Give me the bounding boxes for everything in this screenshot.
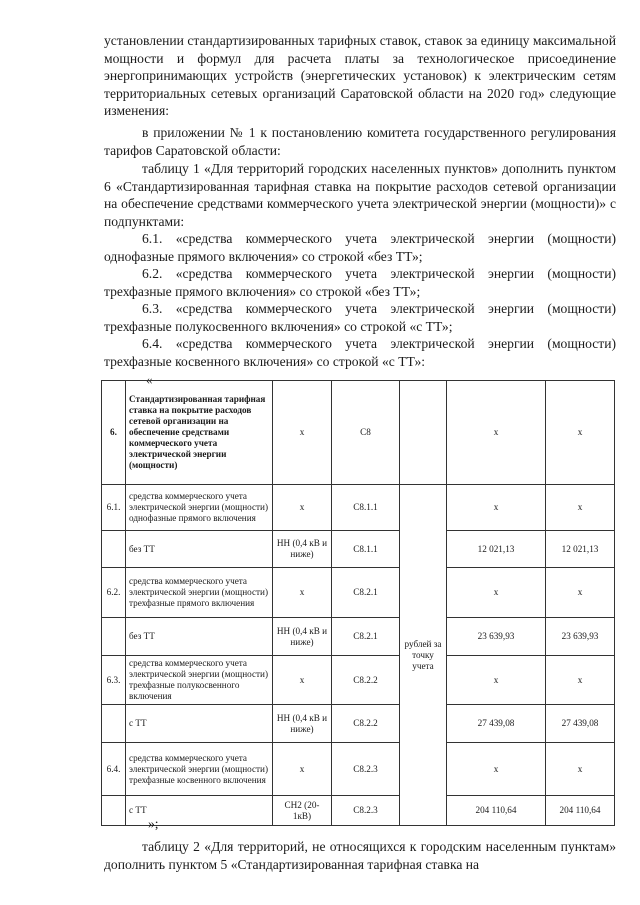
row-name: без ТТ	[126, 531, 273, 568]
rate-code: C8.2.2	[332, 656, 400, 705]
voltage-level: x	[273, 743, 332, 796]
row-name: без ТТ	[126, 618, 273, 656]
value-cell: x	[546, 568, 615, 618]
voltage-level: x	[273, 381, 332, 485]
value-cell: x	[546, 656, 615, 705]
voltage-level: x	[273, 568, 332, 618]
value-cell: 12 021,13	[546, 531, 615, 568]
row-name: средства коммерческого учета электрической энергии (мощности) однофазные прямого включения	[126, 485, 273, 531]
paragraph-6-1: 6.1. «средства коммерческого учета электрической энергии (мощности) однофазные прямого включения» со строкой «без ТТ»;	[104, 231, 616, 264]
rate-code: C8.2.1	[332, 568, 400, 618]
table-row	[102, 705, 615, 743]
rate-code: C8.2.3	[332, 796, 400, 826]
table-row	[102, 381, 615, 485]
value-cell: 27 439,08	[546, 705, 615, 743]
value-cell: 23 639,93	[546, 618, 615, 656]
tariff-table	[101, 380, 615, 826]
voltage-level: x	[273, 485, 332, 531]
value-cell: 23 639,93	[447, 618, 546, 656]
voltage-level: НН (0,4 кВ и ниже)	[273, 705, 332, 743]
rate-code: C8.1.1	[332, 485, 400, 531]
table-row	[102, 656, 615, 705]
rate-code: C8.2.2	[332, 705, 400, 743]
table-row	[102, 796, 615, 826]
row-name: средства коммерческого учета электрической энергии (мощности) трехфазные полукосвенного включения	[126, 656, 273, 705]
table-row	[102, 743, 615, 796]
paragraph-6-4: 6.4. «средства коммерческого учета электрической энергии (мощности) трехфазные косвенного включения» со строкой «с ТТ»:	[104, 336, 616, 369]
value-cell: x	[447, 568, 546, 618]
row-number	[102, 531, 126, 568]
unit-cell	[400, 381, 447, 485]
paragraph-6-2: 6.2. «средства коммерческого учета электрической энергии (мощности) трехфазные прямого включения» со строкой «без ТТ»;	[104, 266, 616, 299]
value-cell: x	[546, 381, 615, 485]
opening-quote: «	[146, 372, 153, 387]
rate-code: C8.2.1	[332, 618, 400, 656]
paragraph-intro: установлении стандартизированных тарифных ставок, ставок за единицу максимальной мощности и формул для расчета платы за технологическое присоединение энергопринимающих устройств (энергетических установок) к электрическим сетям территориальных сетевых организаций Саратовской области на 2020 год» следующие изменения:	[104, 33, 616, 118]
table-row	[102, 485, 615, 531]
unit-cell: рублей за точку учета	[400, 485, 447, 826]
table-row	[102, 568, 615, 618]
row-number: 6.3.	[102, 656, 126, 705]
closing-quote: »;	[148, 816, 159, 831]
paragraph-appendix: в приложении № 1 к постановлению комитета государственного регулирования тарифов Саратовской области:	[104, 125, 616, 158]
rate-code: C8.1.1	[332, 531, 400, 568]
paragraph-table1: таблицу 1 «Для территорий городских населенных пунктов» дополнить пунктом 6 «Стандартизированная тарифная ставка на покрытие расходов сетевой организации на обеспечение средствами коммерческого учета электрической энергии (мощности)» с подпунктами:	[104, 161, 616, 229]
row-name: средства коммерческого учета электрической энергии (мощности) трехфазные прямого включения	[126, 568, 273, 618]
value-cell: x	[447, 381, 546, 485]
voltage-level: НН (0,4 кВ и ниже)	[273, 618, 332, 656]
value-cell: 12 021,13	[447, 531, 546, 568]
row-name: с ТТ	[126, 705, 273, 743]
value-cell: 27 439,08	[447, 705, 546, 743]
row-number: 6.4.	[102, 743, 126, 796]
voltage-level: x	[273, 656, 332, 705]
voltage-level: НН (0,4 кВ и ниже)	[273, 531, 332, 568]
row-number: 6.2.	[102, 568, 126, 618]
row-name: Стандартизированная тарифная ставка на покрытие расходов сетевой организации на обеспечение средствами коммерческого учета электрической энергии (мощности)	[126, 381, 273, 485]
row-name: с ТТ	[126, 796, 273, 826]
table-row	[102, 618, 615, 656]
voltage-level: СН2 (20-1кВ)	[273, 796, 332, 826]
value-cell: x	[447, 656, 546, 705]
row-number: 6.	[102, 381, 126, 485]
row-number	[102, 618, 126, 656]
paragraph-table2: таблицу 2 «Для территорий, не относящихся к городским населенным пунктам» дополнить пунктом 5 «Стандартизированная тарифная ставка на	[104, 839, 616, 872]
paragraph-6-3: 6.3. «средства коммерческого учета электрической энергии (мощности) трехфазные полукосвенного включения» со строкой «с ТТ»;	[104, 301, 616, 334]
row-number: 6.1.	[102, 485, 126, 531]
value-cell: x	[447, 743, 546, 796]
value-cell: x	[546, 743, 615, 796]
row-number	[102, 796, 126, 826]
rate-code: C8.2.3	[332, 743, 400, 796]
value-cell: 204 110,64	[546, 796, 615, 826]
value-cell: 204 110,64	[447, 796, 546, 826]
row-number	[102, 705, 126, 743]
table-row	[102, 531, 615, 568]
value-cell: x	[447, 485, 546, 531]
row-name: средства коммерческого учета электрической энергии (мощности) трехфазные косвенного включения	[126, 743, 273, 796]
rate-code: C8	[332, 381, 400, 485]
value-cell: x	[546, 485, 615, 531]
